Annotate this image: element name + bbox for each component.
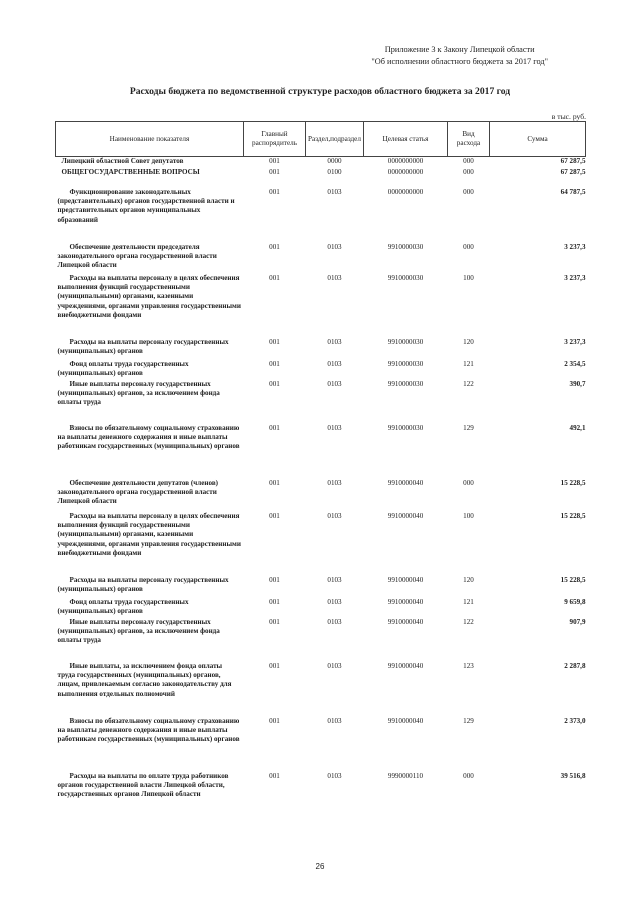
- row-target-cell: 9910000040: [387, 478, 424, 487]
- row-manager-cell: 001: [269, 511, 280, 520]
- col-header-amount: Сумма: [490, 122, 586, 157]
- row-amount-cell: 3 237,3: [564, 273, 586, 282]
- row-section-cell: 0103: [327, 379, 342, 388]
- row-manager-cell: 001: [269, 771, 280, 780]
- row-expense-type-cell: 129: [463, 423, 474, 432]
- row-name-cell: Функционирование законодательных (представительных) органов государственной власти и представительных органов муниципальных образований: [57, 187, 235, 224]
- table-row: [56, 338, 586, 360]
- row-name-cell: Расходы на выплаты персоналу государственных (муниципальных) органов: [57, 337, 229, 355]
- row-expense-type-cell: 000: [463, 242, 474, 251]
- units-label: в тыс. руб.: [551, 112, 586, 121]
- row-target-cell: 9910000030: [387, 273, 424, 282]
- col-header-expense-type: Вид расхода: [448, 122, 490, 157]
- row-target-cell: 9910000030: [387, 337, 424, 346]
- table-row: [56, 168, 586, 188]
- row-section-cell: 0103: [327, 771, 342, 780]
- row-target-cell: 0000000000: [387, 167, 424, 176]
- row-amount-cell: 3 237,3: [564, 337, 586, 346]
- col-header-manager: Главный распорядитель: [244, 122, 306, 157]
- row-expense-type-cell: 123: [463, 661, 474, 670]
- row-expense-type-cell: 000: [463, 771, 474, 780]
- table-row: [56, 157, 586, 168]
- row-name-cell: Расходы на выплаты персоналу в целях обеспечения выполнения функций государственными (муниципальными) органами, казенными учреждениями, органами управления государственными внебюджетными фондами: [57, 511, 241, 558]
- row-amount-cell: 15 228,5: [560, 511, 586, 520]
- row-expense-type-cell: 100: [463, 511, 474, 520]
- table-row: [56, 662, 586, 717]
- row-manager-cell: 001: [269, 661, 280, 670]
- row-manager-cell: 001: [269, 187, 280, 196]
- row-amount-cell: 2 287,8: [564, 661, 586, 670]
- row-expense-type-cell: 121: [463, 359, 474, 368]
- row-manager-cell: 001: [269, 167, 280, 176]
- row-expense-type-cell: 121: [463, 597, 474, 606]
- row-manager-cell: 001: [269, 423, 280, 432]
- row-section-cell: 0103: [327, 617, 342, 626]
- row-target-cell: 0000000000: [387, 157, 424, 165]
- row-name-cell: Липецкий областной Совет депутатов: [61, 157, 184, 165]
- row-amount-cell: 492,1: [569, 423, 586, 432]
- col-header-section: Раздел,подраздел: [306, 122, 364, 157]
- table-row: [56, 274, 586, 338]
- row-amount-cell: 3 237,3: [564, 242, 586, 251]
- row-expense-type-cell: 122: [463, 379, 474, 388]
- row-name-cell: Фонд оплаты труда государственных (муниципальных) органов: [57, 359, 189, 377]
- table-row: [56, 598, 586, 618]
- row-amount-cell: 907,9: [569, 617, 586, 626]
- row-section-cell: 0103: [327, 337, 342, 346]
- row-expense-type-cell: 120: [463, 575, 474, 584]
- page-number: 26: [315, 862, 325, 871]
- row-expense-type-cell: 120: [463, 337, 474, 346]
- table-row: [56, 717, 586, 772]
- row-expense-type-cell: 000: [463, 157, 474, 165]
- col-header-name: Наименование показателя: [56, 122, 244, 157]
- row-amount-cell: 15 228,5: [560, 478, 586, 487]
- row-target-cell: 9910000040: [387, 575, 424, 584]
- row-expense-type-cell: 100: [463, 273, 474, 282]
- row-amount-cell: 390,7: [569, 379, 586, 388]
- appendix-note: [371, 44, 548, 68]
- row-name-cell: Иные выплаты персоналу государственных (муниципальных) органов, за исключением фонда оплаты труда: [57, 617, 220, 645]
- table-header-row: [56, 122, 586, 157]
- row-target-cell: 9910000040: [387, 511, 424, 520]
- row-target-cell: 9910000030: [387, 423, 424, 432]
- row-target-cell: 0000000000: [387, 187, 424, 196]
- row-section-cell: 0103: [327, 716, 342, 725]
- row-section-cell: 0000: [327, 157, 342, 165]
- row-expense-type-cell: 000: [463, 187, 474, 196]
- row-section-cell: 0103: [327, 242, 342, 251]
- row-target-cell: 9910000040: [387, 716, 424, 725]
- appendix-line-1: Приложение 3 к Закону Липецкой области: [384, 45, 535, 54]
- row-name-cell: Расходы на выплаты персоналу государственных (муниципальных) органов: [57, 575, 229, 593]
- row-name-cell: Иные выплаты персоналу государственных (муниципальных) органов, за исключением фонда оплаты труда: [57, 379, 220, 407]
- row-manager-cell: 001: [269, 379, 280, 388]
- table-row: [56, 380, 586, 424]
- expenditure-table: [55, 121, 586, 816]
- appendix-line-2: "Об исполнении областного бюджета за 2017 год": [371, 57, 548, 66]
- row-section-cell: 0103: [327, 575, 342, 584]
- row-name-cell: Расходы на выплаты по оплате труда работников органов государственной власти Липецкой области, государственных органов Липецкой области: [57, 771, 229, 799]
- row-section-cell: 0103: [327, 661, 342, 670]
- row-target-cell: 9910000040: [387, 661, 424, 670]
- row-target-cell: 9910000030: [387, 379, 424, 388]
- row-expense-type-cell: 000: [463, 167, 474, 176]
- row-manager-cell: 001: [269, 242, 280, 251]
- row-manager-cell: 001: [269, 575, 280, 584]
- row-section-cell: 0103: [327, 597, 342, 606]
- row-name-cell: Фонд оплаты труда государственных (муниципальных) органов: [57, 597, 189, 615]
- row-manager-cell: 001: [269, 273, 280, 282]
- row-section-cell: 0103: [327, 273, 342, 282]
- row-manager-cell: 001: [269, 359, 280, 368]
- table-body: [56, 157, 586, 816]
- row-name-cell: Взносы по обязательному социальному страхованию на выплаты денежного содержания и иные выплаты работникам государственных (муниципальных) органов: [57, 423, 240, 451]
- row-manager-cell: 001: [269, 597, 280, 606]
- row-target-cell: 9910000040: [387, 617, 424, 626]
- table-row: [56, 576, 586, 598]
- page-title: Расходы бюджета по ведомственной структуре расходов областного бюджета за 2017 год: [129, 86, 511, 97]
- table-row: [56, 772, 586, 816]
- row-name-cell: Иные выплаты, за исключением фонда оплаты труда государственных (муниципальных) органов, лицам, привлекаемым согласно законодательству для выполнения отдельных полномочий: [57, 661, 232, 698]
- table-row: [56, 424, 586, 479]
- row-target-cell: 9910000040: [387, 597, 424, 606]
- row-target-cell: 9910000030: [387, 242, 424, 251]
- table-row: [56, 188, 586, 243]
- row-expense-type-cell: 000: [463, 478, 474, 487]
- row-section-cell: 0103: [327, 511, 342, 520]
- row-section-cell: 0103: [327, 478, 342, 487]
- row-amount-cell: 2 373,0: [564, 716, 586, 725]
- table-row: [56, 479, 586, 512]
- row-manager-cell: 001: [269, 617, 280, 626]
- row-manager-cell: 001: [269, 478, 280, 487]
- table-row: [56, 618, 586, 662]
- row-manager-cell: 001: [269, 157, 280, 165]
- col-header-target: Целевая статья: [364, 122, 448, 157]
- table-row: [56, 360, 586, 380]
- row-amount-cell: 2 354,5: [564, 359, 586, 368]
- table-row: [56, 512, 586, 576]
- row-name-cell: Обеспечение деятельности депутатов (членов) законодательного органа государственной власти Липецкой области: [57, 478, 219, 506]
- row-section-cell: 0103: [327, 359, 342, 368]
- row-amount-cell: 67 287,5: [560, 157, 586, 165]
- row-name-cell: Взносы по обязательному социальному страхованию на выплаты денежного содержания и иные выплаты работникам государственных (муниципальных) органов: [57, 716, 240, 744]
- row-amount-cell: 9 659,8: [564, 597, 586, 606]
- row-target-cell: 9990000110: [387, 771, 424, 780]
- row-manager-cell: 001: [269, 337, 280, 346]
- row-section-cell: 0100: [327, 167, 342, 176]
- row-amount-cell: 15 228,5: [560, 575, 586, 584]
- row-section-cell: 0103: [327, 423, 342, 432]
- row-name-cell: Обеспечение деятельности председателя законодательного органа государственной власти Липецкой области: [57, 242, 217, 270]
- row-amount-cell: 64 787,5: [560, 187, 586, 196]
- row-expense-type-cell: 129: [463, 716, 474, 725]
- row-name-cell: Расходы на выплаты персоналу в целях обеспечения выполнения функций государственными (муниципальными) органами, казенными учреждениями, органами управления государственными внебюджетными фондами: [57, 273, 241, 320]
- table-row: [56, 243, 586, 274]
- row-amount-cell: 39 516,8: [560, 771, 586, 780]
- row-name-cell: ОБЩЕГОСУДАРСТВЕННЫЕ ВОПРОСЫ: [61, 167, 200, 176]
- row-target-cell: 9910000030: [387, 359, 424, 368]
- row-section-cell: 0103: [327, 187, 342, 196]
- row-expense-type-cell: 122: [463, 617, 474, 626]
- row-manager-cell: 001: [269, 716, 280, 725]
- row-amount-cell: 67 287,5: [560, 167, 586, 176]
